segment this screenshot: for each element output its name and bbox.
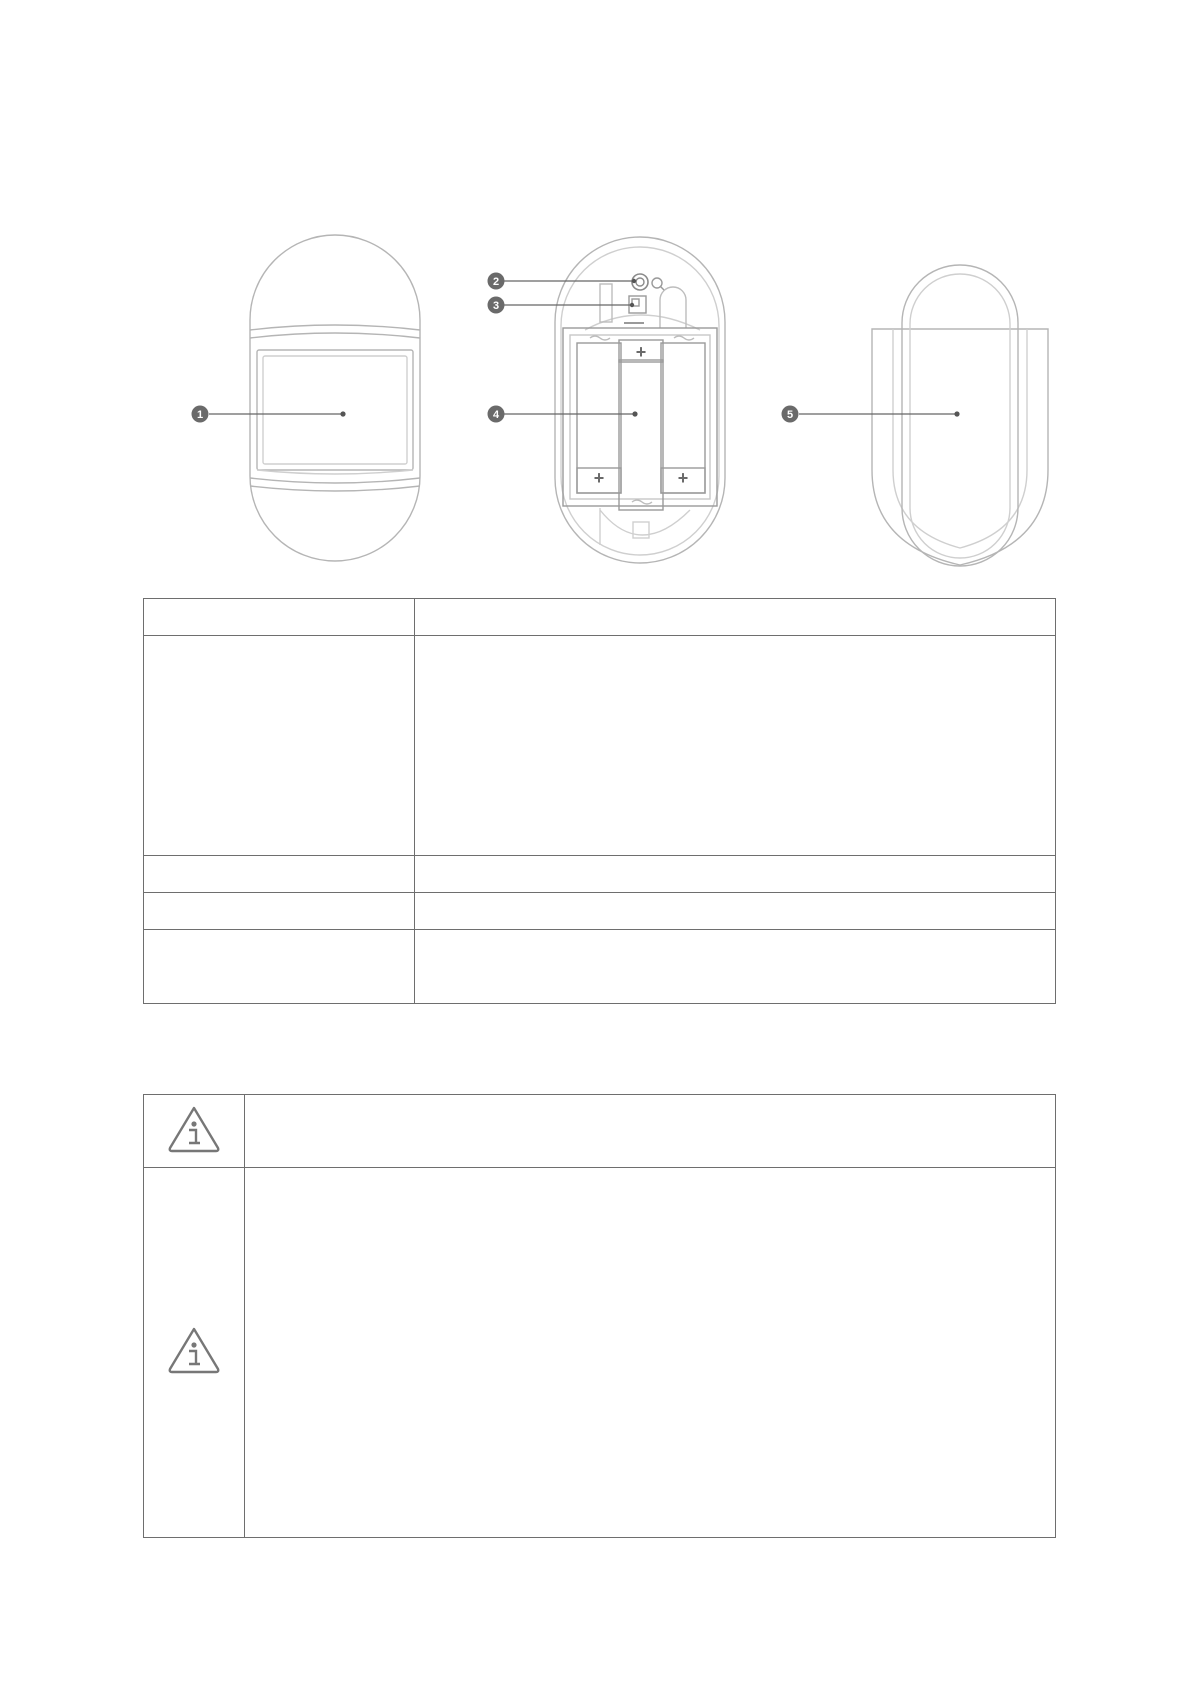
table-cell-label (144, 856, 415, 893)
device-illustration (0, 0, 1191, 600)
table-row (144, 930, 1056, 1004)
table-cell-value (415, 893, 1056, 930)
info-warning-icon (167, 1104, 221, 1154)
battery-plus-mark: + (593, 468, 605, 488)
callout-3-number: 3 (492, 300, 500, 312)
sensor-front-view (250, 235, 420, 561)
table-cell-label (144, 636, 415, 856)
note-text-cell (245, 1095, 1056, 1168)
table-cell-value (415, 636, 1056, 856)
table-row (144, 1095, 1056, 1168)
table-cell-label (144, 930, 415, 1004)
battery-middle (619, 360, 663, 510)
callout-5-number: 5 (786, 409, 794, 421)
table-cell-label (144, 599, 415, 636)
table-row (144, 636, 1056, 856)
notes-table (143, 1094, 1056, 1538)
info-warning-icon (167, 1325, 221, 1375)
battery-plus-mark: + (677, 468, 689, 488)
table-row (144, 856, 1056, 893)
note-icon-cell (144, 1095, 245, 1168)
sensor-lens (257, 350, 413, 470)
table-cell-value (415, 930, 1056, 1004)
table-cell-label (144, 893, 415, 930)
bracket-opening (902, 265, 1018, 566)
table-cell-value (415, 856, 1056, 893)
callout-2-number: 2 (492, 276, 500, 288)
note-text-cell (245, 1168, 1056, 1538)
sensor-back-view (555, 237, 725, 563)
note-icon-cell (144, 1168, 245, 1538)
mounting-bracket-view (872, 265, 1048, 566)
specification-table (143, 598, 1056, 1004)
table-cell-value (415, 599, 1056, 636)
battery-plus-mark: + (635, 342, 647, 362)
table-row (144, 599, 1056, 636)
table-row (144, 893, 1056, 930)
table-row (144, 1168, 1056, 1538)
callout-1-number: 1 (196, 409, 204, 421)
callout-4-number: 4 (492, 409, 500, 421)
